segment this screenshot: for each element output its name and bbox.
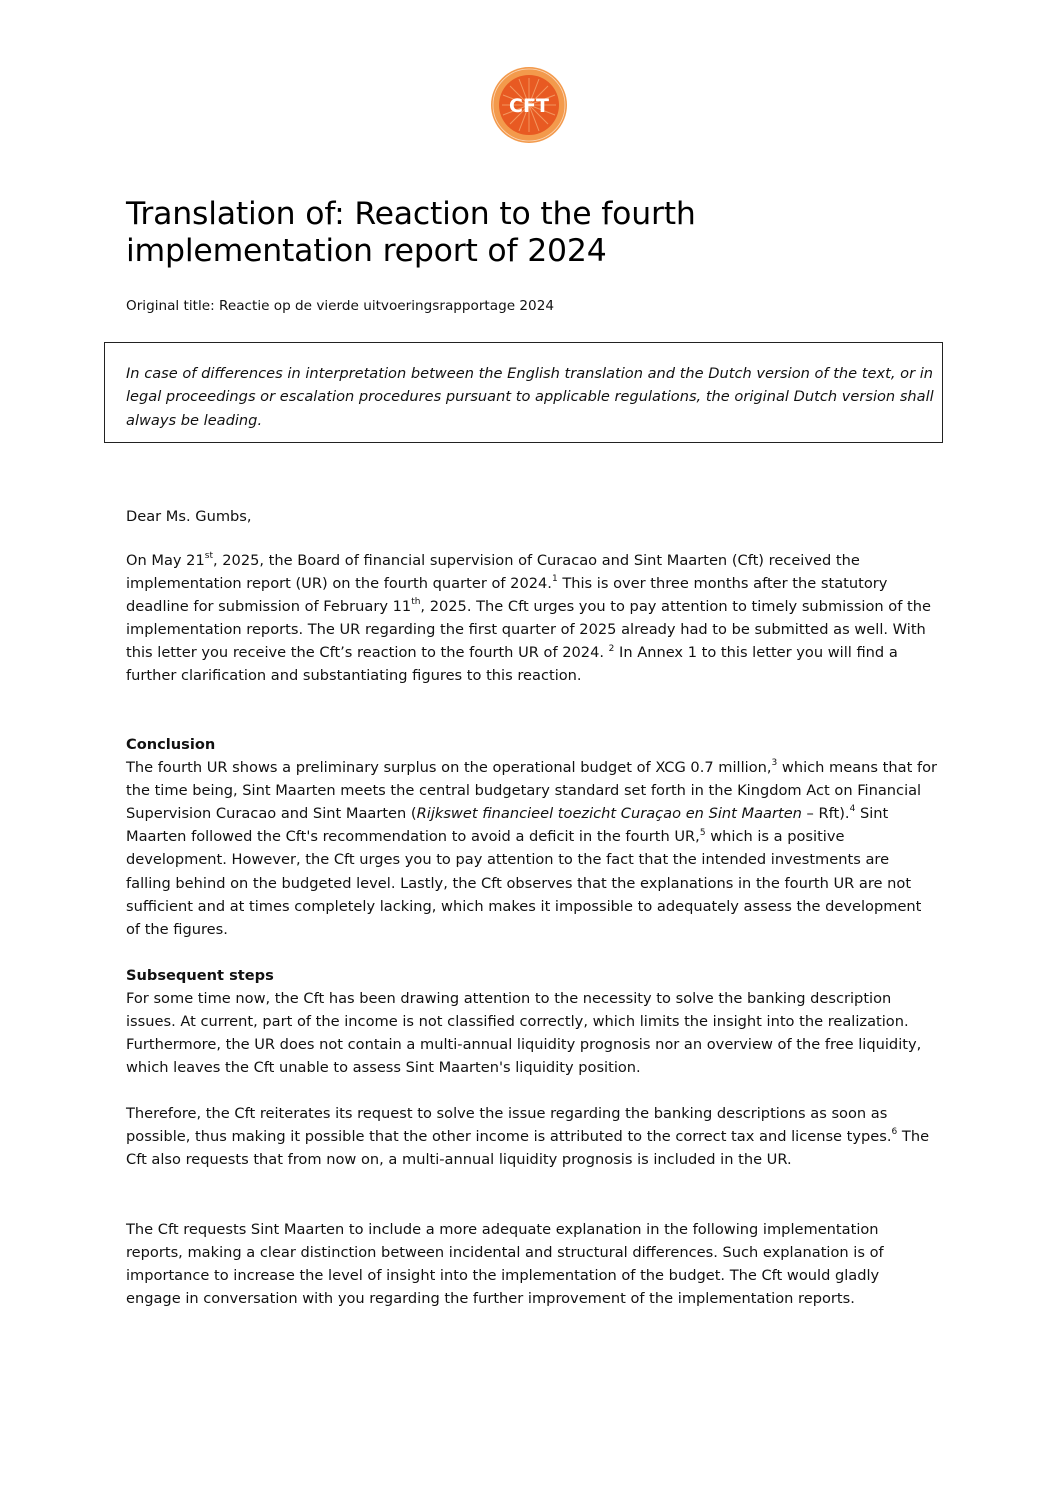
intro-paragraph: On May 21st, 2025, the Board of financial supervision of Curacao and Sint Maarten (Cft) received the implementation report (UR) on the fourth quarter of 2024.$^1$ This is over three months after the statutory deadline for submission of February 11th, 2025. The Cft urges you to pay attention to timely submission of the implementation reports. The UR regarding the first quarter of 2025 already had to be submitted as well. With this letter you receive the Cft’s reaction to the fourth UR of 2024. $^2$ In Annex 1 to this letter you will find a further clarification and substantiating figures to this reaction.	[126, 551, 931, 685]
footnote-ref-3[interactable]: 3	[771, 758, 778, 769]
footnote-ref-4[interactable]: 4	[849, 804, 856, 815]
cft-logo-icon	[490, 66, 568, 144]
footnote-ref-5[interactable]: 5	[699, 827, 706, 838]
conclusion-section: Conclusion The fourth UR shows a preliminary surplus on the operational budget of XCG 0.7 million,$^3$ which means that for the time being, Sint Maarten meets the central budgetary standard set forth in the Kingdom Act on Financial Supervision Curacao and Sint Maarten (Rijkswet financieel toezicht Curaçao en Sint Maarten – Rft).$^4$ Sint Maarten followed the Cft's recommendation to avoid a deficit in the fourth UR,$^5$ which is a positive development. However, the Cft urges you to pay attention to the fact that the intended investments are falling behind on the budgeted level. Lastly, the Cft observes that the explanations in the fourth UR are not sufficient and at times completely lacking, which makes it impossible to adequately assess the development of the figures.	[126, 733, 938, 941]
subsequent-steps-section: Subsequent steps For some time now, the Cft has been drawing attention to the necessity to solve the banking description issues. At current, part of the income is not classified correctly, which limits the insight into the realization. Furthermore, the UR does not contain a multi-annual liquidity prognosis nor an overview of the free liquidity, which leaves the Cft unable to assess Sint Maarten's liquidity position.	[126, 964, 938, 1079]
subsequent-steps-heading: Subsequent steps	[126, 967, 274, 984]
subsequent-paragraph-2: Therefore, the Cft reiterates its request to solve the issue regarding the banking descriptions as soon as possible, thus making it possible that the other income is attributed to the correct tax and license types.$^6$ The Cft also requests that from now on, a multi-annual liquidity prognosis is included in the UR.	[126, 1105, 930, 1169]
logo-text: CFT	[509, 95, 549, 117]
translation-disclaimer-box	[104, 342, 943, 443]
salutation: Dear Ms. Gumbs,	[126, 508, 252, 525]
subsequent-paragraph-3: The Cft requests Sint Maarten to include a more adequate explanation in the following implementation reports, making a clear distinction between incidental and structural differences. Such explanation is of importance to increase the level of insight into the implementation of the budget. The Cft would gladly engage in conversation with you regarding the further improvement of the implementation reports.	[126, 1221, 884, 1308]
document-title: Translation of: Reaction to the fourth implementation report of 2024	[126, 196, 696, 269]
conclusion-heading: Conclusion	[126, 736, 216, 753]
footnote-ref-6[interactable]: 6	[891, 1127, 898, 1138]
footnote-ref-2[interactable]: 2	[608, 643, 615, 654]
footnote-ref-1[interactable]: 1	[551, 574, 558, 585]
original-title: Original title: Reactie op de vierde uitvoeringsrapportage 2024	[126, 298, 555, 314]
disclaimer-text: In case of differences in interpretation between the English translation and the Dutch version of the text, or in legal proceedings or escalation procedures pursuant to applicable regulations, the original Dutch version shall always be leading.	[126, 365, 934, 429]
